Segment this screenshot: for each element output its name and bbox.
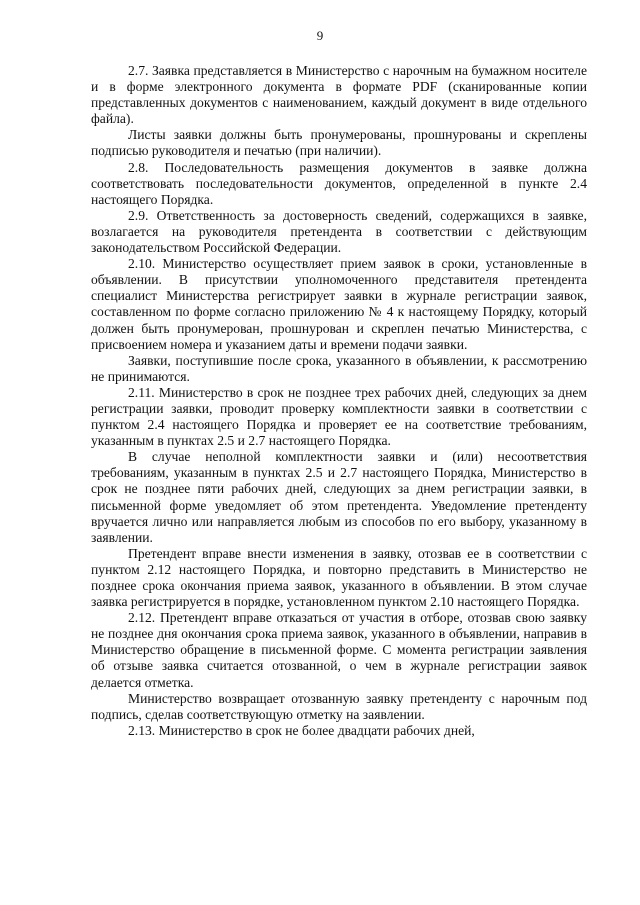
paragraph-2-13: 2.13. Министерство в срок не более двадцати рабочих дней, xyxy=(128,722,475,738)
paragraph-2-10: 2.10. Министерство осуществляет прием заявок в сроки, установленные в объявлении. В присутствии уполномоченного представителя претендента специалист Министерства регистрирует заявки в журнале регистрации заявок, составленном по форме согласно приложению № 4 к настоящему Порядку, который должен быть пронумерован, прошнурован и скреплен печатью Министерства, с присвоением номера и указанием даты и времени подачи заявки. xyxy=(91,256,587,352)
paragraph-return-withdrawn: Министерство возвращает отозванную заявку претенденту с нарочным под подпись, сделав соответствующую отметку на заявлении. xyxy=(91,690,587,722)
paragraph-2-8: 2.8. Последовательность размещения документов в заявке должна соответствовать последовательности документов, определенной в пункте 2.4 настоящего Порядка. xyxy=(91,159,587,207)
paragraph-application-changes: Претендент вправе внести изменения в заявку, отозвав ее в соответствии с пунктом 2.12 настоящего Порядка, и повторно представить в Министерство не позднее срока окончания приема заявок, указанного в объявлении. В этом случае заявка регистрируется в порядке, установленном пунктом 2.10 настоящего Порядка. xyxy=(91,545,587,610)
paragraph-2-9: 2.9. Ответственность за достоверность сведений, содержащихся в заявке, возлагается на руководителя претендента в соответствии с действующим законодательством Российской Федерации. xyxy=(91,207,587,256)
paragraph-2-11: 2.11. Министерство в срок не позднее трех рабочих дней, следующих за днем регистрации заявки, проводит проверку комплектности заявки в соответствии с пунктом 2.4 настоящего Порядка и проверяет ее на соответствие требованиям, указанным в пунктах 2.5 и 2.7 настоящего Порядка. xyxy=(91,384,587,449)
paragraph-2-7: 2.7. Заявка представляется в Министерство с нарочным на бумажном носителе и в форме электронного документа в формате PDF (сканированные копии представленных документов с наименованием, каждый документ в виде отдельного файла). xyxy=(91,63,587,127)
page-number: 9 xyxy=(316,28,324,43)
document-body xyxy=(91,63,587,739)
paragraph-late-applications: Заявки, поступившие после срока, указанного в объявлении, к рассмотрению не принимаются. xyxy=(91,352,587,384)
paragraph-2-12: 2.12. Претендент вправе отказаться от участия в отборе, отозвав свою заявку не позднее дня окончания срока приема заявок, указанного в объявлении, направив в Министерство обращение в письменной форме. С момента регистрации заявления об отзыве заявка считается отозванной, о чем в журнале регистрации заявок делается отметка. xyxy=(91,610,587,690)
paragraph-sheets-numbering: Листы заявки должны быть пронумерованы, прошнурованы и скреплены подписью руководителя и печатью (при наличии). xyxy=(91,127,587,159)
paragraph-incomplete-application: В случае неполной комплектности заявки и (или) несоответствия требованиям, указанным в пунктах 2.5 и 2.7 настоящего Порядка, Министерство в срок не позднее пяти рабочих дней, следующих за днем регистрации заявки, в письменной форме уведомляет об этом претендента. Уведомление претенденту вручается лично или направляется любым из способов по его выбору, указанному в заявлении. xyxy=(91,449,587,545)
